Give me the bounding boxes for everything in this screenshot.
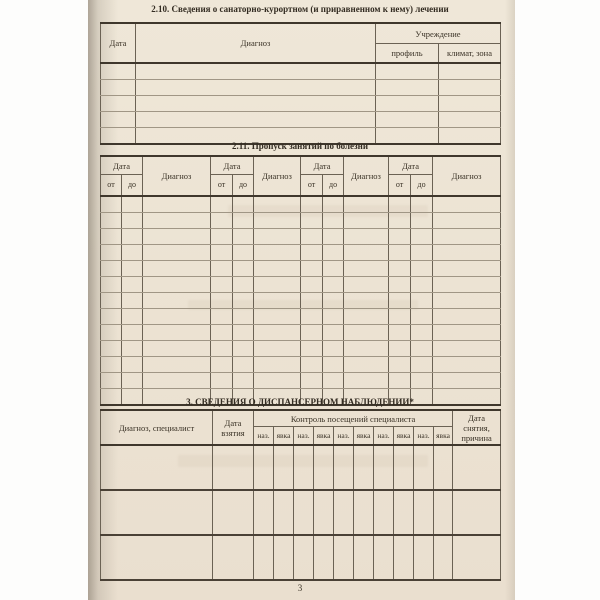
empty-cell bbox=[211, 277, 233, 293]
empty-cell bbox=[101, 196, 122, 213]
empty-cell bbox=[344, 357, 389, 373]
empty-cell bbox=[389, 229, 411, 245]
empty-cell bbox=[376, 96, 439, 112]
empty-cell bbox=[122, 261, 143, 277]
empty-cell bbox=[254, 490, 274, 535]
empty-cell bbox=[314, 535, 334, 580]
empty-cell bbox=[433, 245, 501, 261]
sanatorium-treatment-table bbox=[100, 22, 501, 145]
empty-cell bbox=[101, 80, 136, 96]
empty-cell bbox=[323, 357, 344, 373]
empty-cell bbox=[101, 357, 122, 373]
column-header-attendance: явка bbox=[314, 427, 334, 446]
empty-cell bbox=[211, 261, 233, 277]
page-number: 3 bbox=[297, 583, 303, 593]
empty-cell bbox=[439, 63, 501, 80]
empty-cell bbox=[453, 490, 501, 535]
empty-cell bbox=[411, 373, 433, 389]
empty-cell bbox=[411, 213, 433, 229]
empty-cell bbox=[411, 341, 433, 357]
empty-cell bbox=[354, 490, 374, 535]
empty-cell bbox=[323, 196, 344, 213]
empty-cell bbox=[143, 261, 211, 277]
empty-cell bbox=[101, 309, 122, 325]
empty-cell bbox=[143, 245, 211, 261]
empty-cell bbox=[101, 293, 122, 309]
empty-cell bbox=[411, 357, 433, 373]
empty-cell bbox=[344, 277, 389, 293]
column-header-attendance: явка bbox=[274, 427, 294, 446]
empty-cell bbox=[101, 535, 213, 580]
empty-cell bbox=[233, 213, 254, 229]
empty-cell bbox=[354, 445, 374, 490]
empty-cell bbox=[274, 445, 294, 490]
empty-cell bbox=[101, 63, 136, 80]
empty-cell bbox=[389, 196, 411, 213]
empty-cell bbox=[376, 80, 439, 96]
column-header-to: до bbox=[233, 175, 254, 197]
column-header-to: до bbox=[323, 175, 344, 197]
table-row bbox=[101, 229, 501, 245]
empty-cell bbox=[433, 341, 501, 357]
empty-cell bbox=[233, 261, 254, 277]
empty-cell bbox=[233, 245, 254, 261]
empty-cell bbox=[334, 535, 354, 580]
empty-cell bbox=[453, 445, 501, 490]
empty-cell bbox=[274, 490, 294, 535]
empty-cell bbox=[211, 293, 233, 309]
empty-cell bbox=[233, 196, 254, 213]
column-header-diagnosis: Диагноз bbox=[433, 156, 501, 196]
empty-cell bbox=[323, 325, 344, 341]
empty-cell bbox=[213, 490, 254, 535]
column-header-diagnosis: Диагноз bbox=[254, 156, 301, 196]
empty-cell bbox=[434, 490, 453, 535]
empty-cell bbox=[233, 277, 254, 293]
empty-cell bbox=[143, 357, 211, 373]
table-row bbox=[101, 293, 501, 309]
empty-cell bbox=[344, 373, 389, 389]
empty-cell bbox=[344, 261, 389, 277]
empty-cell bbox=[344, 229, 389, 245]
empty-cell bbox=[389, 373, 411, 389]
empty-cell bbox=[323, 229, 344, 245]
empty-cell bbox=[344, 325, 389, 341]
empty-cell bbox=[389, 213, 411, 229]
table-row bbox=[101, 96, 501, 112]
empty-cell bbox=[433, 357, 501, 373]
column-header-visits-control: Контроль посещений специалиста bbox=[254, 410, 453, 427]
empty-cell bbox=[211, 357, 233, 373]
empty-cell bbox=[433, 277, 501, 293]
empty-cell bbox=[101, 245, 122, 261]
empty-cell bbox=[376, 112, 439, 128]
empty-cell bbox=[411, 277, 433, 293]
section-2-11-title: 2.11. Пропуск занятий по болезни bbox=[231, 141, 369, 151]
empty-cell bbox=[143, 196, 211, 213]
empty-cell bbox=[213, 535, 254, 580]
empty-cell bbox=[344, 293, 389, 309]
table-row bbox=[101, 63, 501, 80]
empty-cell bbox=[233, 293, 254, 309]
column-header-institution: Учреждение bbox=[376, 23, 501, 44]
column-header-diagnosis-specialist: Диагноз, специалист bbox=[101, 410, 213, 445]
empty-cell bbox=[301, 341, 323, 357]
empty-cell bbox=[411, 196, 433, 213]
empty-cell bbox=[122, 213, 143, 229]
table-row bbox=[101, 277, 501, 293]
empty-cell bbox=[323, 261, 344, 277]
empty-cell bbox=[294, 535, 314, 580]
empty-cell bbox=[344, 213, 389, 229]
empty-cell bbox=[314, 490, 334, 535]
empty-cell bbox=[254, 341, 301, 357]
empty-cell bbox=[122, 229, 143, 245]
empty-cell bbox=[254, 325, 301, 341]
empty-cell bbox=[301, 277, 323, 293]
empty-cell bbox=[301, 213, 323, 229]
empty-cell bbox=[301, 309, 323, 325]
empty-cell bbox=[254, 261, 301, 277]
empty-cell bbox=[394, 535, 414, 580]
empty-cell bbox=[101, 277, 122, 293]
empty-cell bbox=[411, 325, 433, 341]
column-header-date: Дата bbox=[301, 156, 344, 175]
empty-cell bbox=[254, 535, 274, 580]
table-row bbox=[101, 325, 501, 341]
empty-cell bbox=[122, 196, 143, 213]
column-header-date-taken: Дата взятия bbox=[213, 410, 254, 445]
empty-cell bbox=[439, 80, 501, 96]
column-header-date: Дата bbox=[389, 156, 433, 175]
table-row bbox=[101, 196, 501, 213]
empty-cell bbox=[374, 535, 394, 580]
empty-cell bbox=[294, 490, 314, 535]
column-header-from: от bbox=[301, 175, 323, 197]
empty-cell bbox=[389, 341, 411, 357]
column-header-diagnosis: Диагноз bbox=[136, 23, 376, 63]
empty-cell bbox=[254, 245, 301, 261]
empty-cell bbox=[122, 293, 143, 309]
empty-cell bbox=[136, 63, 376, 80]
empty-cell bbox=[433, 293, 501, 309]
empty-cell bbox=[254, 213, 301, 229]
column-header-to: до bbox=[411, 175, 433, 197]
empty-cell bbox=[433, 373, 501, 389]
empty-cell bbox=[136, 80, 376, 96]
table-row bbox=[101, 213, 501, 229]
empty-cell bbox=[233, 309, 254, 325]
empty-cell bbox=[143, 373, 211, 389]
table-row bbox=[101, 341, 501, 357]
empty-cell bbox=[233, 325, 254, 341]
empty-cell bbox=[389, 293, 411, 309]
empty-cell bbox=[439, 96, 501, 112]
empty-cell bbox=[301, 293, 323, 309]
empty-cell bbox=[394, 445, 414, 490]
empty-cell bbox=[101, 213, 122, 229]
empty-cell bbox=[254, 357, 301, 373]
empty-cell bbox=[213, 445, 254, 490]
table-row bbox=[101, 245, 501, 261]
empty-cell bbox=[254, 293, 301, 309]
table-row bbox=[101, 535, 501, 580]
empty-cell bbox=[143, 293, 211, 309]
empty-cell bbox=[411, 261, 433, 277]
empty-cell bbox=[433, 261, 501, 277]
table-row bbox=[101, 445, 501, 490]
column-header-diagnosis: Диагноз bbox=[344, 156, 389, 196]
column-header-from: от bbox=[389, 175, 411, 197]
empty-cell bbox=[411, 229, 433, 245]
empty-cell bbox=[122, 309, 143, 325]
empty-cell bbox=[301, 373, 323, 389]
empty-cell bbox=[143, 229, 211, 245]
empty-cell bbox=[101, 341, 122, 357]
empty-cell bbox=[211, 213, 233, 229]
empty-cell bbox=[101, 490, 213, 535]
empty-cell bbox=[414, 535, 434, 580]
empty-cell bbox=[122, 325, 143, 341]
empty-cell bbox=[211, 341, 233, 357]
empty-cell bbox=[101, 112, 136, 128]
empty-cell bbox=[334, 445, 354, 490]
empty-cell bbox=[323, 277, 344, 293]
empty-cell bbox=[323, 373, 344, 389]
empty-cell bbox=[323, 213, 344, 229]
empty-cell bbox=[434, 535, 453, 580]
empty-cell bbox=[122, 357, 143, 373]
empty-cell bbox=[414, 445, 434, 490]
empty-cell bbox=[433, 196, 501, 213]
empty-cell bbox=[233, 357, 254, 373]
empty-cell bbox=[211, 373, 233, 389]
column-header-from: от bbox=[211, 175, 233, 197]
empty-cell bbox=[323, 245, 344, 261]
column-header-appointment: наз. bbox=[294, 427, 314, 446]
column-header-attendance: явка bbox=[434, 427, 453, 446]
empty-cell bbox=[211, 245, 233, 261]
empty-cell bbox=[274, 535, 294, 580]
section-2-10-title: 2.10. Сведения о санаторно-курортном (и приравненном к нему) лечении bbox=[151, 4, 449, 14]
empty-cell bbox=[136, 96, 376, 112]
column-header-climate: климат, зона bbox=[439, 44, 501, 64]
empty-cell bbox=[101, 325, 122, 341]
empty-cell bbox=[254, 445, 274, 490]
column-header-to: до bbox=[122, 175, 143, 197]
empty-cell bbox=[211, 325, 233, 341]
empty-cell bbox=[389, 309, 411, 325]
table-row bbox=[101, 490, 501, 535]
empty-cell bbox=[389, 277, 411, 293]
table-row bbox=[101, 261, 501, 277]
empty-cell bbox=[301, 229, 323, 245]
empty-cell bbox=[344, 309, 389, 325]
column-header-appointment: наз. bbox=[334, 427, 354, 446]
empty-cell bbox=[143, 325, 211, 341]
table-row bbox=[101, 373, 501, 389]
empty-cell bbox=[433, 213, 501, 229]
column-header-appointment: наз. bbox=[414, 427, 434, 446]
empty-cell bbox=[323, 293, 344, 309]
empty-cell bbox=[453, 535, 501, 580]
empty-cell bbox=[101, 96, 136, 112]
empty-cell bbox=[389, 325, 411, 341]
empty-cell bbox=[143, 341, 211, 357]
empty-cell bbox=[301, 357, 323, 373]
empty-cell bbox=[101, 445, 213, 490]
empty-cell bbox=[301, 261, 323, 277]
empty-cell bbox=[389, 245, 411, 261]
empty-cell bbox=[439, 112, 501, 128]
empty-cell bbox=[143, 309, 211, 325]
empty-cell bbox=[136, 112, 376, 128]
column-header-appointment: наз. bbox=[374, 427, 394, 446]
empty-cell bbox=[143, 277, 211, 293]
empty-cell bbox=[411, 309, 433, 325]
empty-cell bbox=[323, 309, 344, 325]
empty-cell bbox=[434, 445, 453, 490]
empty-cell bbox=[301, 245, 323, 261]
empty-cell bbox=[122, 373, 143, 389]
empty-cell bbox=[389, 357, 411, 373]
empty-cell bbox=[254, 196, 301, 213]
column-header-date: Дата bbox=[101, 156, 143, 175]
empty-cell bbox=[374, 445, 394, 490]
empty-cell bbox=[374, 490, 394, 535]
empty-cell bbox=[414, 490, 434, 535]
empty-cell bbox=[211, 229, 233, 245]
empty-cell bbox=[122, 245, 143, 261]
section-3-title: 3. СВЕДЕНИЯ О ДИСПАНСЕРНОМ НАБЛЮДЕНИИ* bbox=[186, 397, 414, 407]
scanned-page bbox=[88, 0, 515, 600]
empty-cell bbox=[233, 341, 254, 357]
empty-cell bbox=[433, 309, 501, 325]
table-row bbox=[101, 357, 501, 373]
empty-cell bbox=[394, 490, 414, 535]
empty-cell bbox=[334, 490, 354, 535]
empty-cell bbox=[354, 535, 374, 580]
empty-cell bbox=[233, 373, 254, 389]
empty-cell bbox=[433, 325, 501, 341]
empty-cell bbox=[389, 261, 411, 277]
column-header-appointment: наз. bbox=[254, 427, 274, 446]
empty-cell bbox=[344, 245, 389, 261]
column-header-attendance: явка bbox=[354, 427, 374, 446]
column-header-date: Дата bbox=[101, 23, 136, 63]
table-row bbox=[101, 309, 501, 325]
empty-cell bbox=[122, 277, 143, 293]
column-header-date: Дата bbox=[211, 156, 254, 175]
empty-cell bbox=[411, 293, 433, 309]
missed-classes-table bbox=[100, 155, 501, 406]
empty-cell bbox=[301, 325, 323, 341]
empty-cell bbox=[101, 261, 122, 277]
empty-cell bbox=[122, 341, 143, 357]
empty-cell bbox=[294, 445, 314, 490]
empty-cell bbox=[233, 229, 254, 245]
empty-cell bbox=[433, 229, 501, 245]
column-header-diagnosis: Диагноз bbox=[143, 156, 211, 196]
empty-cell bbox=[254, 309, 301, 325]
empty-cell bbox=[301, 196, 323, 213]
empty-cell bbox=[254, 277, 301, 293]
empty-cell bbox=[211, 196, 233, 213]
empty-cell bbox=[101, 373, 122, 389]
table-row bbox=[101, 80, 501, 96]
empty-cell bbox=[101, 229, 122, 245]
column-header-attendance: явка bbox=[394, 427, 414, 446]
dispensary-observation-table bbox=[100, 409, 501, 581]
empty-cell bbox=[344, 196, 389, 213]
column-header-profile: профиль bbox=[376, 44, 439, 64]
empty-cell bbox=[254, 229, 301, 245]
table-row bbox=[101, 112, 501, 128]
empty-cell bbox=[344, 341, 389, 357]
empty-cell bbox=[323, 341, 344, 357]
empty-cell bbox=[254, 373, 301, 389]
empty-cell bbox=[376, 63, 439, 80]
empty-cell bbox=[314, 445, 334, 490]
empty-cell bbox=[143, 213, 211, 229]
column-header-date-removed: Дата снятия, причина bbox=[453, 410, 501, 445]
empty-cell bbox=[411, 245, 433, 261]
empty-cell bbox=[211, 309, 233, 325]
column-header-from: от bbox=[101, 175, 122, 197]
